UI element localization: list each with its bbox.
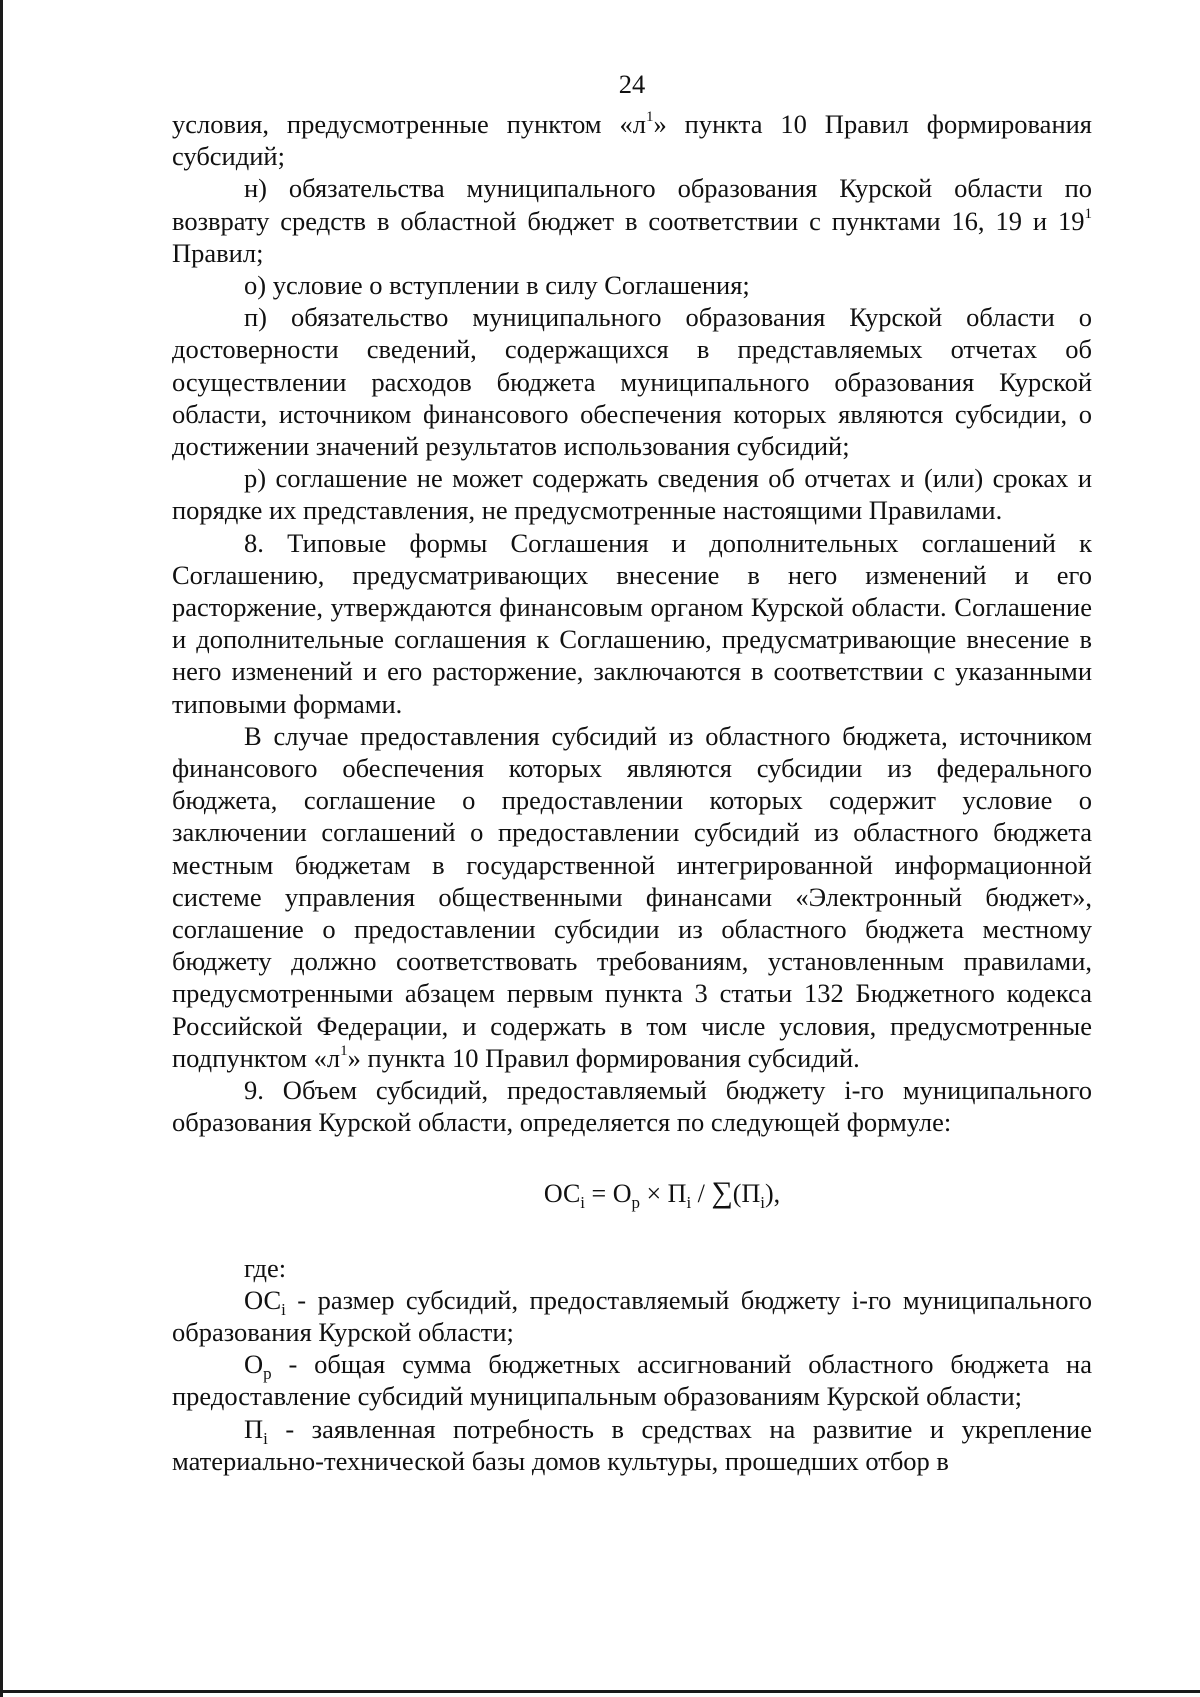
subsidy-formula: $ОС_i = О_р \times П_i / \sum(П_i)$, xyxy=(543,1175,781,1212)
paragraph-item-p: п) обязательство муниципального образования Курской области о достоверности сведений, содержащихся в представляемых отчетах об осуществлении расходов бюджета муниципального образования Курской области, источником финансового обеспечения которых являются субсидии, о достижении значений результатов использования субсидий; xyxy=(172,302,1092,462)
sigma-symbol: ∑ xyxy=(711,1175,733,1209)
scan-border-left xyxy=(0,0,3,1697)
scan-border-bottom xyxy=(0,1690,1200,1693)
definition-pi: $П_i$ - заявленная потребность в средствах на развитие и укрепление материально-технической базы домов культуры, прошедших отбор в xyxy=(172,1413,1092,1476)
paragraph-item-o: о) условие о вступлении в силу Соглашения; xyxy=(244,270,750,301)
definition-osi: $ОС_i$ - размер субсидий, предоставляемый бюджету i-го муниципального образования Курской области; xyxy=(172,1284,1092,1347)
paragraph-where: где: xyxy=(244,1252,287,1283)
paragraph-continuation: условия, предусмотренные пунктом «$л^1$» пункта 10 Правил формирования субсидий; xyxy=(172,109,1092,172)
paragraph-section-8: 8. Типовые формы Соглашения и дополнительных соглашений к Соглашению, предусматривающих внесение в него изменений и его расторжение, утверждаются финансовым органом Курской области. Соглашение и дополнительные соглашения к Соглашению, предусматривающие внесение в него изменений и его расторжение, заключаются в соответствии с указанными типовыми формами. xyxy=(172,527,1092,719)
document-page xyxy=(172,68,1092,1477)
definition-op: $О_р$ - общая сумма бюджетных ассигнований областного бюджета на предоставление субсидий муниципальным образованиям Курской области; xyxy=(172,1349,1092,1412)
paragraph-item-r: р) соглашение не может содержать сведения об отчетах и (или) сроках и порядке их представления, не предусмотренные настоящими Правилами. xyxy=(172,463,1092,526)
paragraph-section-9: 9. Объем субсидий, предоставляемый бюджету i-го муниципального образования Курской области, определяется по следующей формуле: xyxy=(172,1075,1092,1138)
paragraph-item-n: н) обязательства муниципального образования Курской области по возврату средств в областной бюджет в соответствии с пунктами 16, 19 и $19^1$ Правил; xyxy=(172,173,1092,268)
page-number: 24 xyxy=(618,69,646,99)
paragraph-federal-subsidies: В случае предоставления субсидий из областного бюджета, источником финансового обеспечения которых являются субсидии из федерального бюджета, соглашение о предоставлении которых содержит условие о заключении соглашений о предоставлении субсидий из областного бюджета местным бюджетам в государственной интегрированной информационной системе управления общественными финансами «Электронный бюджет», соглашение о предоставлении субсидии из областного бюджета местному бюджету должно соответствовать требованиям, установленным правилами, предусмотренными абзацем первым пункта 3 статьи 132 Бюджетного кодекса Российской Федерации, и содержать в том числе условия, предусмотренные подпунктом «$л^1$» пункта 10 Правил формирования субсидий. xyxy=(172,720,1092,1073)
